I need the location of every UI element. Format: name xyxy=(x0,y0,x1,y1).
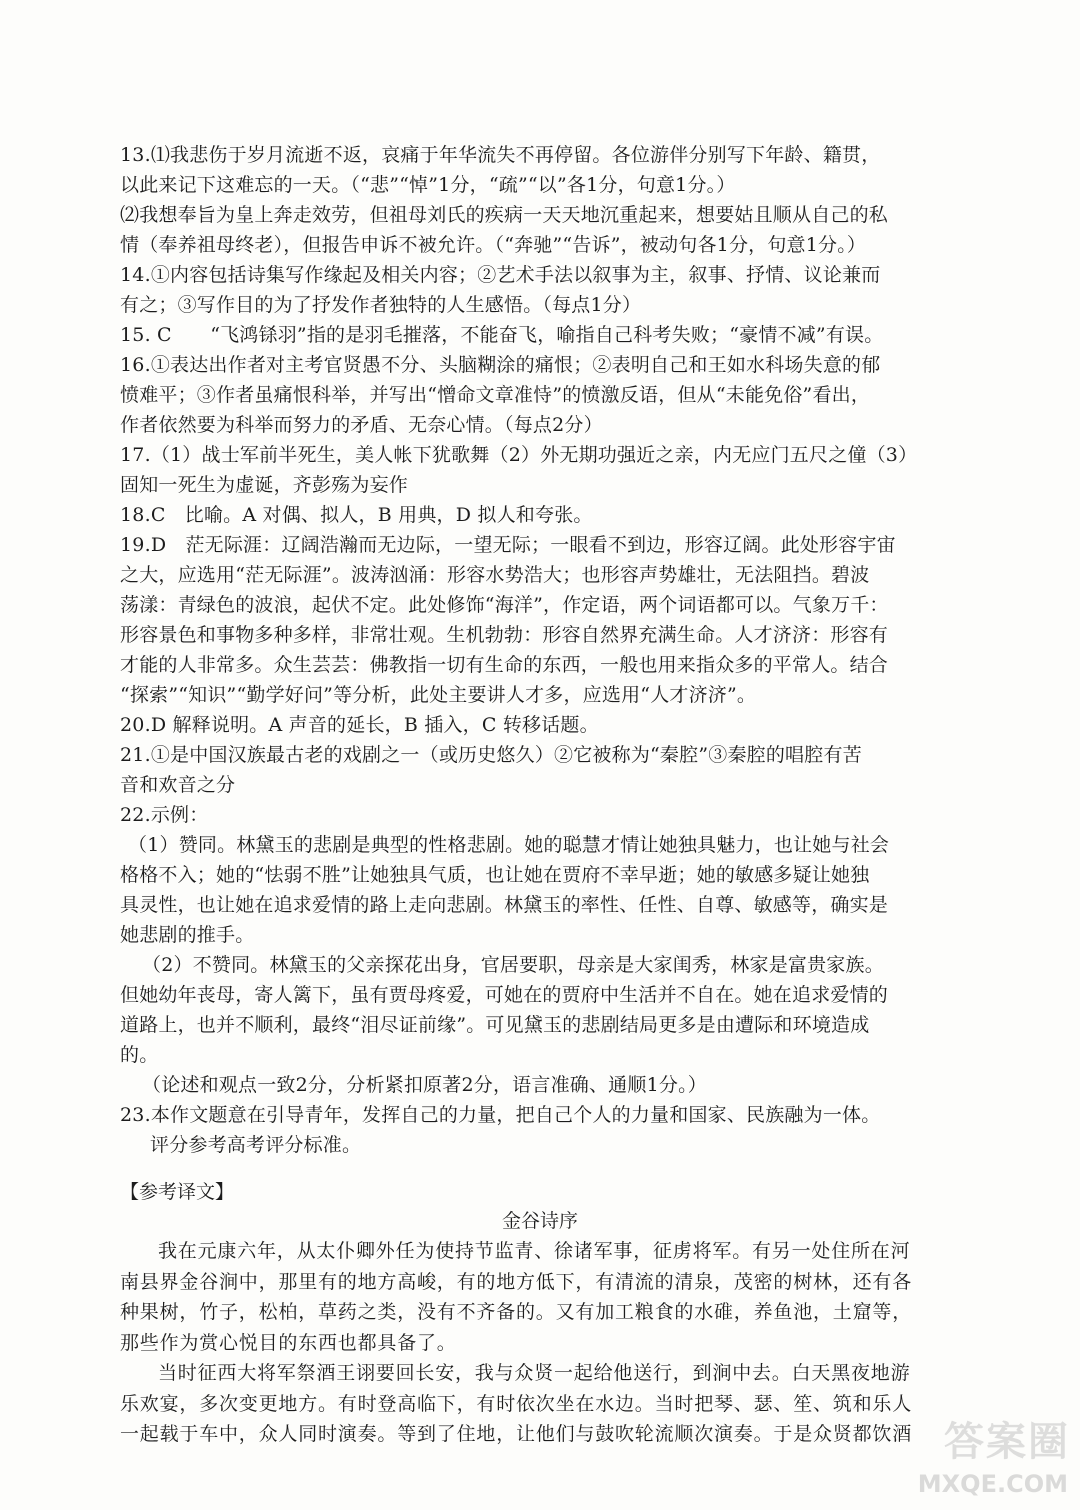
answer-line: 14.①内容包括诗集写作缘起及相关内容；②艺术手法以叙事为主，叙事、抒情、议论兼而 xyxy=(120,264,881,286)
answer-line: 形容景色和事物多种多样，非常壮观。生机勃勃：形容自然界充满生命。人才济济：形容有 xyxy=(120,624,889,646)
translation-paragraph: 当时征西大将军祭酒王诩要回长安，我与众贤一起给他送行，到涧中去。白天黑夜地游乐欢宴，多次变更地方。有时登高临下，有时依次坐在水边。当时把琴、瑟、笙、筑和乐人一起载于车中，众人同时演奏。等到了住地，让他们与鼓吹轮流顺次演奏。于是众贤都饮酒 xyxy=(120,1362,913,1445)
answer-line: 格格不入；她的“怯弱不胜”让她独具气质，也让她在贾府不幸早逝；她的敏感多疑让她独 xyxy=(120,864,870,886)
answer-line: 13.⑴我悲伤于岁月流逝不返，哀痛于年华流失不再停留。各位游伴分别写下年龄、籍贯， xyxy=(120,144,881,166)
answer-line: ⑵我想奉旨为皇上奔走效劳，但祖母刘氏的疾病一天天地沉重起来，想要姑且顺从自己的私 xyxy=(120,204,889,226)
answer-line: 18.C 比喻。A 对偶、拟人，B 用典，D 拟人和夸张。 xyxy=(120,504,593,526)
translation-heading: 【参考译文】 xyxy=(120,1181,235,1203)
poem-title: 金谷诗序 xyxy=(501,1210,578,1232)
answer-line: 她悲剧的推手。 xyxy=(120,924,255,946)
answer-line: 情（奉养祖母终老），但报告申诉不被允许。（“奔驰”“告诉”，被动句各1分，句意1分。） xyxy=(120,234,867,256)
answer-line: 固知一死生为虚诞，齐彭殇为妄作 xyxy=(120,474,409,496)
watermark-url: MXQE.COM xyxy=(917,1470,1068,1498)
answer-line: 21.①是中国汉族最古老的戏剧之一（或历史悠久）②它被称为“秦腔”③秦腔的唱腔有苦 xyxy=(120,744,862,766)
answer-line: 15. C “飞鸿铩羽”指的是羽毛摧落，不能奋飞，喻指自己科考失败；“豪情不减”有误。 xyxy=(120,324,884,346)
answer-line: （论述和观点一致2分，分析紧扣原著2分，语言准确、通顺1分。） xyxy=(142,1074,707,1096)
answer-line: 16.①表达出作者对主考官贤愚不分、头脑糊涂的痛恨；②表明自己和王如水科场失意的郁 xyxy=(120,354,881,376)
answer-line: 愤难平；③作者虽痛恨科举，并写出“憎命文章准恃”的愤激反语，但从“未能免俗”看出， xyxy=(120,384,871,406)
answer-line: 具灵性，也让她在追求爱情的路上走向悲剧。林黛玉的率性、任性、自尊、敏感等，确实是 xyxy=(120,894,889,916)
answer-line: 20.D 解释说明。A 声音的延长，B 插入，C 转移话题。 xyxy=(120,714,599,736)
answer-line: 音和欢音之分 xyxy=(120,774,236,796)
answer-line: 道路上，也并不顺利，最终“泪尽证前缘”。可见黛玉的悲剧结局更多是由遭际和环境造成 xyxy=(120,1014,870,1036)
answer-line: 荡漾：青绿色的波浪，起伏不定。此处修饰“海洋”，作定语，两个词语都可以。气象万千： xyxy=(120,594,889,616)
answer-line: 之大，应选用“茫无际涯”。波涛汹涌：形容水势浩大；也形容声势雄壮，无法阻挡。碧波 xyxy=(120,564,870,586)
answer-line: “探索”“知识”“勤学好问”等分析，此处主要讲人才多，应选用“人才济济”。 xyxy=(120,684,757,706)
watermark-logo xyxy=(914,1406,1074,1506)
answer-line: 22.示例： xyxy=(120,804,209,826)
answer-line: 以此来记下这难忘的一天。（“悲”“悼”1分，“疏”“以”各1分，句意1分。） xyxy=(120,174,736,196)
answer-line: 评分参考高考评分标准。 xyxy=(150,1134,362,1156)
answer-line: 但她幼年丧母，寄人篱下，虽有贾母疼爱，可她在的贾府中生活并不自在。她在追求爱情的 xyxy=(120,984,889,1006)
answer-line: （1）赞同。林黛玉的悲剧是典型的性格悲剧。她的聪慧才情让她独具魅力，也让她与社会 xyxy=(128,834,890,856)
answer-line: 的。 xyxy=(120,1044,159,1066)
watermark-logo-text: 答案圈 xyxy=(944,1419,1070,1465)
answer-line: 19.D 茫无际涯：辽阔浩瀚而无边际，一望无际；一眼看不到边，形容辽阔。此处形容宇宙 xyxy=(120,534,896,556)
translation-body xyxy=(120,1236,920,1450)
answer-line: （2）不赞同。林黛玉的父亲探花出身，官居要职，母亲是大家闺秀，林家是富贵家族。 xyxy=(142,954,884,976)
answer-line: 23.本作文题意在引导青年，发挥自己的力量，把自己个人的力量和国家、民族融为一体。 xyxy=(120,1104,881,1126)
answer-line: 17.（1）战士军前半死生，美人帐下犹歌舞（2）外无期功强近之亲，内无应门五尺之僮（3） xyxy=(120,444,918,466)
translation-paragraph: 我在元康六年，从太仆卿外任为使持节监青、徐诸军事，征虏将军。有另一处住所在河南县界金谷涧中，那里有的地方高峻，有的地方低下，有清流的清泉，茂密的树林，还有各种果树，竹子，松柏，草药之类，没有不齐备的。又有加工粮食的水碓，养鱼池，土窟等，那些作为赏心悦目的东西也都具备了。 xyxy=(120,1240,913,1354)
answer-line: 才能的人非常多。众生芸芸：佛教指一切有生命的东西，一般也用来指众多的平常人。结合 xyxy=(120,654,889,676)
answer-key xyxy=(120,140,920,1160)
answer-line: 有之；③写作目的为了抒发作者独特的人生感悟。（每点1分） xyxy=(120,294,642,316)
answer-line: 作者依然要为科举而努力的矛盾、无奈心情。（每点2分） xyxy=(120,414,603,436)
